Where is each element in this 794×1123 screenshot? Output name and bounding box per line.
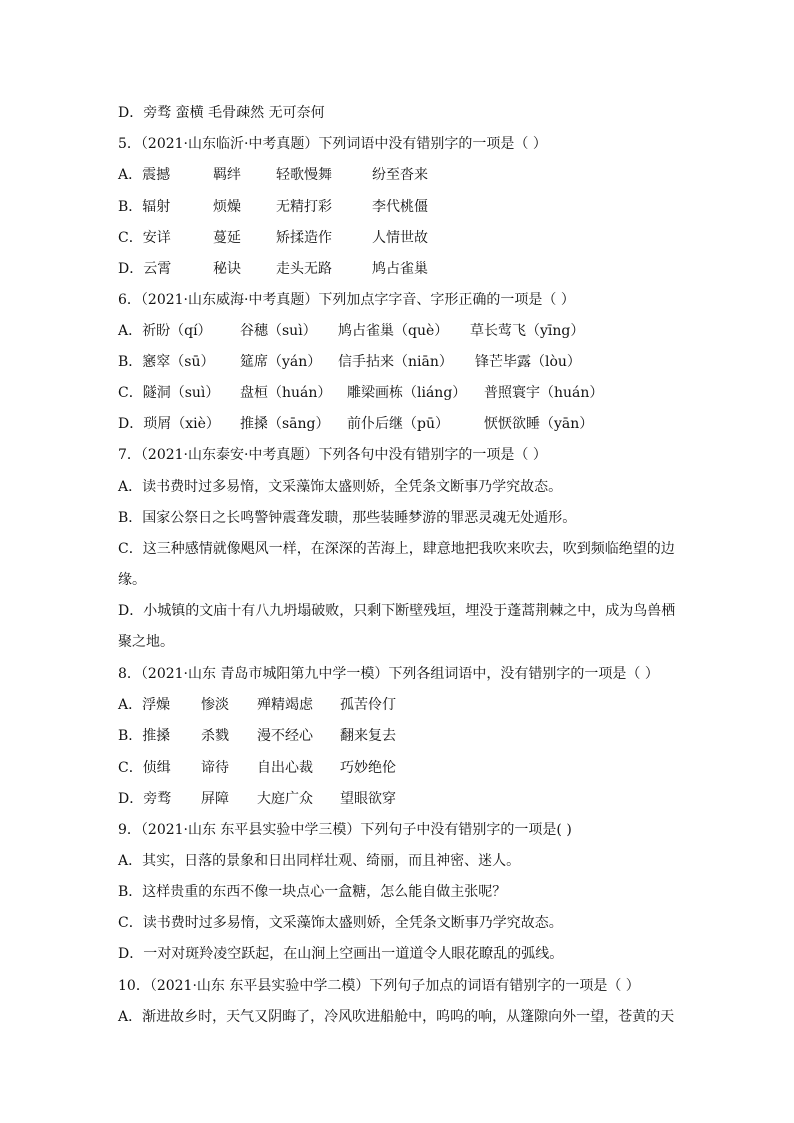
- q5-a-word-1: A．震撼: [118, 167, 171, 183]
- q8-b-word-3: 漫不经心: [257, 728, 313, 744]
- question-10-stem: 10．（2021·山东 东平县实验中学二模）下列句子加点的词语有错别字的一项是（ ）: [118, 978, 640, 994]
- q5-a-word-3: 轻歌慢舞: [276, 167, 332, 183]
- q8-b-word-4: 翻来复去: [340, 728, 396, 744]
- q6-b-item-1: B．窸窣（sū）: [118, 354, 215, 370]
- q10-option-a: A．渐进故乡时，天气又阴晦了，冷风吹进船舱中，呜呜的响，从篷隙向外一望，苍黄的天: [118, 1009, 675, 1025]
- q7-option-c-line-2: 缘。: [118, 572, 146, 588]
- q9-option-b: B．这样贵重的东西不像一块点心一盒糖，怎么能自做主张呢？: [118, 884, 507, 900]
- q6-d-item-1: D．琐屑（xiè）: [118, 416, 220, 432]
- q5-c-word-2: 蔓延: [213, 230, 241, 246]
- q4-option-d: D．旁骛 蛮横 毛骨疎然 无可奈何: [118, 105, 325, 121]
- q6-b-item-2: 筵席（yán）: [240, 354, 322, 370]
- q6-d-item-2: 推搡（sāng）: [240, 416, 330, 432]
- q8-d-word-3: 大庭广众: [257, 791, 313, 807]
- q5-a-word-4: 纷至沓来: [372, 167, 428, 183]
- q8-d-word-4: 望眼欲穿: [340, 791, 396, 807]
- q8-d-word-1: D．旁骛: [118, 791, 172, 807]
- q5-d-word-1: D．云霄: [118, 261, 172, 277]
- q5-c-word-1: C．安详: [118, 230, 171, 246]
- q8-a-word-4: 孤苦伶仃: [340, 697, 396, 713]
- q6-c-item-2: 盘桓（huán）: [240, 385, 332, 401]
- q9-option-d: D．一对对斑羚凌空跃起，在山涧上空画出一道道令人眼花瞭乱的弧线。: [118, 946, 564, 962]
- q7-option-a: A．读书费时过多易惰，文采藻饰太盛则娇，全凭条文断事乃学究故态。: [118, 479, 563, 495]
- question-8-stem: 8．（2021·山东 青岛市城阳第九中学一模）下列各组词语中，没有错别字的一项是（ ）: [118, 666, 659, 682]
- q8-a-word-2: 惨淡: [201, 697, 229, 713]
- q5-b-word-3: 无精打彩: [276, 199, 332, 215]
- question-6-stem: 6．（2021·山东威海·中考真题）下列加点字字音、字形正确的一项是（ ）: [118, 292, 575, 308]
- q6-c-item-3: 雕梁画栋（liáng）: [347, 385, 467, 401]
- q6-b-item-4: 锋芒毕露（lòu）: [475, 354, 581, 370]
- q6-d-item-4: 恹恹欲睡（yān）: [484, 416, 594, 432]
- q8-c-word-2: 谛待: [201, 760, 229, 776]
- q8-b-word-2: 杀戮: [201, 728, 229, 744]
- q5-c-word-4: 人情世故: [372, 230, 428, 246]
- q8-c-word-4: 巧妙绝伦: [340, 760, 396, 776]
- q8-c-word-3: 自出心裁: [257, 760, 313, 776]
- q5-b-word-2: 烦燥: [213, 199, 241, 215]
- q5-d-word-4: 鸠占雀巢: [372, 261, 428, 277]
- question-9-stem: 9．（2021·山东 东平县实验中学三模）下列句子中没有错别字的一项是( ): [118, 822, 572, 838]
- q5-d-word-3: 走头无路: [276, 261, 332, 277]
- q7-option-d-line-2: 聚之地。: [118, 634, 174, 650]
- q8-c-word-1: C．侦缉: [118, 760, 171, 776]
- q6-a-item-4: 草长莺飞（yīng）: [470, 323, 585, 339]
- q5-d-word-2: 秘诀: [213, 261, 241, 277]
- q6-d-item-3: 前仆后继（pū）: [347, 416, 449, 432]
- q6-c-item-1: C．隧洞（suì）: [118, 385, 220, 401]
- q8-a-word-1: A．浮燥: [118, 697, 171, 713]
- q7-option-c-line-1: C．这三种感情就像飓风一样，在深深的苦海上，肆意地把我吹来吹去，吹到频临绝望的边: [118, 541, 675, 557]
- q6-b-item-3: 信手拈来（niān）: [338, 354, 453, 370]
- q5-c-word-3: 矫揉造作: [276, 230, 332, 246]
- q9-option-a: A．其实，日落的景象和日出同样壮观、绮丽，而且神密、迷人。: [118, 853, 521, 869]
- q8-b-word-1: B．推搡: [118, 728, 171, 744]
- q5-b-word-4: 李代桃僵: [372, 199, 428, 215]
- q8-d-word-2: 屏障: [201, 791, 229, 807]
- q6-a-item-2: 谷穗（suì）: [240, 323, 317, 339]
- q6-a-item-1: A．祈盼（qí）: [118, 323, 212, 339]
- q8-a-word-3: 殚精竭虑: [257, 697, 313, 713]
- q5-a-word-2: 羁绊: [213, 167, 241, 183]
- question-7-stem: 7．（2021·山东泰安·中考真题）下列各句中没有错别字的一项是（ ）: [118, 447, 547, 463]
- q6-c-item-4: 普照寰宇（huán）: [484, 385, 604, 401]
- q9-option-c: C．读书费时过多易惰，文采藻饰太盛则娇，全凭条文断事乃学究故态。: [118, 915, 563, 931]
- q5-b-word-1: B．辐射: [118, 199, 171, 215]
- q6-a-item-3: 鸠占雀巢（què）: [338, 323, 449, 339]
- question-5-stem: 5．（2021·山东临沂·中考真题）下列词语中没有错别字的一项是（ ）: [118, 136, 547, 152]
- q7-option-d-line-1: D．小城镇的文庙十有八九坍塌破败，只剩下断壁残垣，埋没于蓬蒿荆棘之中，成为鸟兽栖: [118, 603, 676, 619]
- q7-option-b: B．国家公祭日之长鸣警钟震聋发聩，那些装睡梦游的罪恶灵魂无处遁形。: [118, 510, 577, 526]
